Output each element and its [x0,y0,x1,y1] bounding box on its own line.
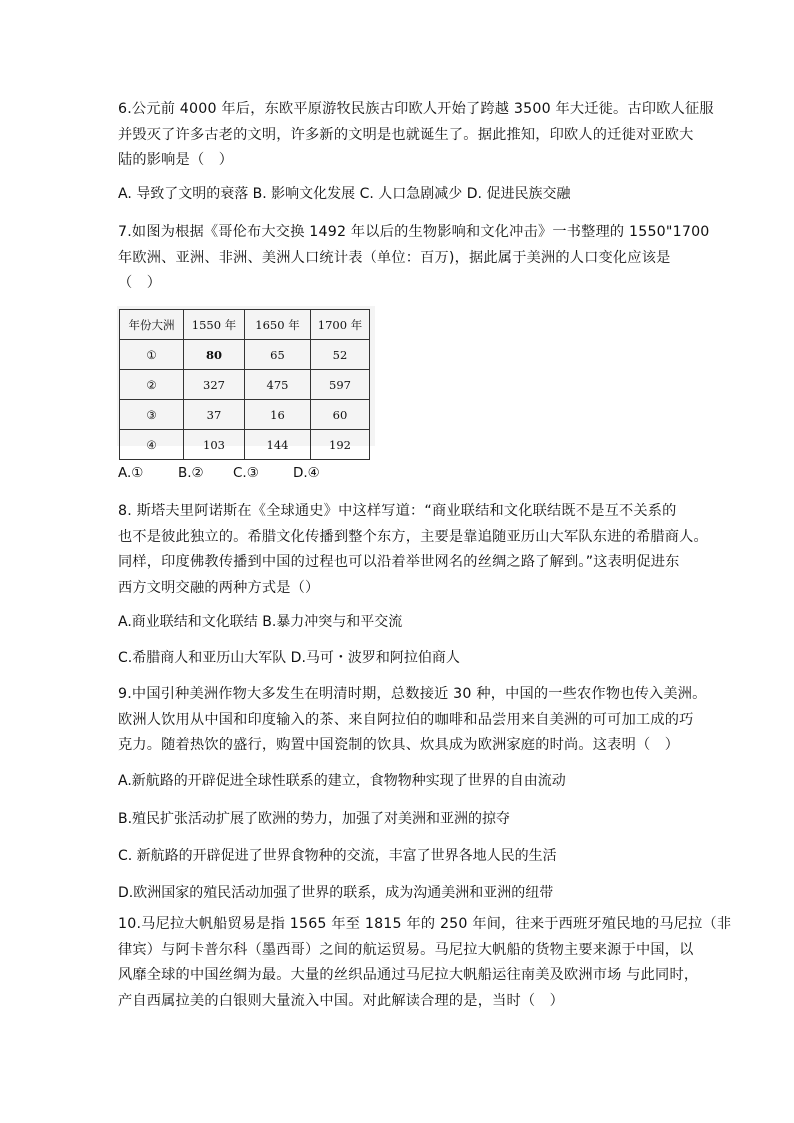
table-cell: 16 [245,400,311,430]
table-header-cell: 1700 年 [311,310,370,340]
question-7-stem [118,220,710,297]
question-8-line-3: 同样，印度佛教传播到中国的过程也可以沿着举世网名的丝绸之路了解到。”这表明促进东 [118,554,680,570]
question-10-line-3: 风靡全球的中国丝绸为最。大量的丝织品通过马尼拉大帆船运往南美及欧洲市场 与此同时， [118,967,699,983]
table-cell: ③ [120,400,184,430]
table-cell: 103 [184,430,245,460]
question-9-line-1: 9.中国引种美洲作物大多发生在明清时期，总数接近 30 种，中国的一些农作物也传入美洲。 [118,686,707,702]
question-6-line-2: 并毁灭了许多古老的文明，许多新的文明是也就诞生了。据此推知，印欧人的迁徙对亚欧大 [118,126,694,143]
table-cell: 80 [184,340,245,370]
question-7-options [118,465,320,481]
table-cell: 37 [184,400,245,430]
table-cell: 52 [311,340,370,370]
question-6-line-1: 6.公元前 4000 年后，东欧平原游牧民族古印欧人开始了跨越 3500 年大迁徙。古印欧人征服 [118,101,714,117]
table-cell: 327 [184,370,245,400]
table-row [120,430,370,460]
table-row [120,400,370,430]
question-7-line-2: 年欧洲、亚洲、非洲、美洲人口统计表（单位：百万)，据此属于美洲的人口变化应该是 [118,249,671,266]
table-cell: 144 [245,430,311,460]
question-9-stem [118,682,707,759]
question-7-line-1: 7.如图为根据《哥伦布大交换 1492 年以后的生物影响和文化冲击》一书整理的 1550"1700 [118,224,710,240]
question-9-line-3: 克力。随着热饮的盛行，购置中国瓷制的饮具、炊具成为欧洲家庭的时尚。这表明（ ） [118,737,680,753]
question-7-option-c: C.③ [233,465,259,481]
question-9-option-d: D.欧洲国家的殖民活动加强了世界的联系，成为沟通美洲和亚洲的纽带 [118,885,554,901]
table-row [120,340,370,370]
table-header-cell: 1550 年 [184,310,245,340]
question-10-line-1: 10.马尼拉大帆船贸易是指 1565 年至 1815 年的 250 年间，往来于西班牙殖民地的马尼拉（非 [118,916,732,932]
question-8-option-cd: C.希腊商人和亚历山大军队 D.马可・波罗和阿拉伯商人 [118,650,460,666]
question-9-option-b: B.殖民扩张活动扩展了欧洲的势力，加强了对美洲和亚洲的掠夺 [118,811,511,827]
table-cell: 192 [311,430,370,460]
question-8-option-ab: A.商业联结和文化联结 B.暴力冲突与和平交流 [118,614,403,630]
table-cell: 597 [311,370,370,400]
table-row [120,370,370,400]
table-cell: ① [120,340,184,370]
table-cell: ④ [120,430,184,460]
question-7-line-3: （ ） [118,275,162,291]
question-9-option-a: A.新航路的开辟促进全球性联系的建立，食物物种实现了世界的自由流动 [118,773,566,789]
question-8-line-2: 也不是彼此独立的。希腊文化传播到整个东方，主要是靠追随亚历山大军队东进的希腊商人。 [118,528,708,545]
question-10-line-4: 产自西属拉美的白银则大量流入中国。对此解读合理的是，当时（ ） [118,992,565,1009]
question-6-options: A. 导致了文明的衰落 B. 影响文化发展 C. 人口急剧减少 D. 促进民族交融 [118,186,571,202]
question-7-option-a: A.① [118,465,144,481]
table-cell: ② [120,370,184,400]
question-6-line-3: 陆的影响是（ ） [118,152,234,168]
table-cell: 475 [245,370,311,400]
population-table [119,309,370,460]
table-header-row [120,310,370,340]
question-8-stem [118,499,708,601]
question-8-line-1: 8. 斯塔夫里阿诺斯在《全球通史》中这样写道：“商业联结和文化联结既不是互不关系的 [118,503,677,519]
question-9-option-c: C. 新航路的开辟促进了世界食物种的交流，丰富了世界各地人民的生活 [118,848,557,864]
table-cell: 60 [311,400,370,430]
table-header-cell: 1650 年 [245,310,311,340]
question-7-option-b: B.② [178,465,204,481]
question-10-stem [118,912,732,1014]
table-header-cell: 年份大洲 [120,310,184,340]
table-cell: 65 [245,340,311,370]
question-7-option-d: D.④ [293,465,320,481]
question-8-line-4: 西方文明交融的两种方式是（） [118,579,320,596]
question-6-stem [118,97,714,174]
question-9-line-2: 欧洲人饮用从中国和印度输入的茶、来自阿拉伯的咖啡和品尝用来自美洲的可可加工成的巧 [118,711,694,728]
question-10-line-2: 律宾）与阿卡普尔科（墨西哥）之间的航运贸易。马尼拉大帆船的货物主要来源于中国，以 [118,941,694,958]
